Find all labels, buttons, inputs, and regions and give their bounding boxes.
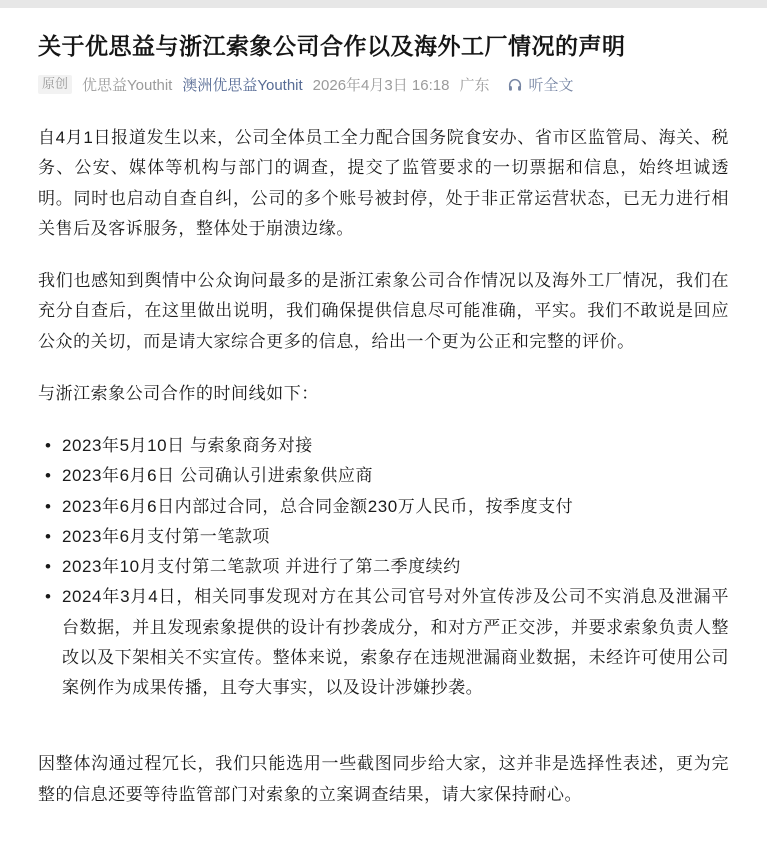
top-divider bbox=[0, 0, 767, 8]
publish-date: 2026年4月3日 16:18 bbox=[312, 77, 450, 95]
closing-paragraph: 因整体沟通过程冗长，我们只能选用一些截图同步给大家，这并非是选择性表述，更为完整的信息还要等待监管部门对索象的立案调查结果，请大家保持耐心。 bbox=[38, 754, 729, 804]
article-meta bbox=[38, 74, 729, 95]
listen-label: 听全文 bbox=[528, 77, 574, 95]
author-name[interactable]: 优思益Youthit bbox=[82, 77, 173, 95]
timeline-intro: 与浙江索象公司合作的时间线如下： bbox=[38, 383, 319, 403]
paragraph: 我们也感知到舆情中公众询问最多的是浙江索象公司合作情况以及海外工厂情况，我们在充分自查后，在这里做出说明，我们确保提供信息尽可能准确，平实。我们不敢说是回应公众的关切，而是请大家综合更多的信息，给出一个更为公正和完整的评价。 bbox=[38, 271, 729, 351]
original-badge: 原创 bbox=[38, 75, 72, 94]
article-body bbox=[38, 123, 729, 810]
timeline-item: • 2023年10月支付第二笔款项 并进行了第二季度续约 bbox=[62, 552, 729, 582]
article-page bbox=[0, 8, 767, 862]
publish-location: 广东 bbox=[459, 77, 490, 95]
timeline-item: • 2023年5月10日 与索象商务对接 bbox=[62, 431, 729, 461]
timeline-item: • 2023年6月6日 公司确认引进索象供应商 bbox=[62, 461, 729, 491]
timeline-list bbox=[38, 431, 729, 703]
timeline-item: • 2023年6月6日内部过合同，总合同金额230万人民币，按季度支付 bbox=[62, 492, 729, 522]
listen-audio-button[interactable] bbox=[507, 74, 573, 95]
timeline-item: • 2024年3月4日，相关同事发现对方在其公司官号对外宣传涉及公司不实消息及泄漏平台数据，并且发现索象提供的设计有抄袭成分，和对方严正交涉，并要求索象负责人整改以及下架相关不实宣传。整体来说，索象存在违规泄漏商业数据，未经许可使用公司案例作为成果传播，且夸大事实，以及设计涉嫌抄袭。 bbox=[62, 582, 729, 703]
page-title: 关于优思益与浙江索象公司合作以及海外工厂情况的声明 bbox=[38, 33, 626, 59]
paragraph: 自4月1日报道发生以来，公司全体员工全力配合国务院食安办、省市区监管局、海关、税务、公安、媒体等机构与部门的调查，提交了监管要求的一切票据和信息，始终坦诚透明。同时也启动自查自纠，公司的多个账号被封停，处于非正常运营状态，已无力进行相关售后及客诉服务，整体处于崩溃边缘。 bbox=[38, 128, 729, 238]
account-link[interactable]: 澳洲优思益Youthit bbox=[182, 77, 303, 95]
timeline-item: • 2023年6月支付第一笔款项 bbox=[62, 522, 729, 552]
headphone-icon bbox=[507, 77, 523, 93]
